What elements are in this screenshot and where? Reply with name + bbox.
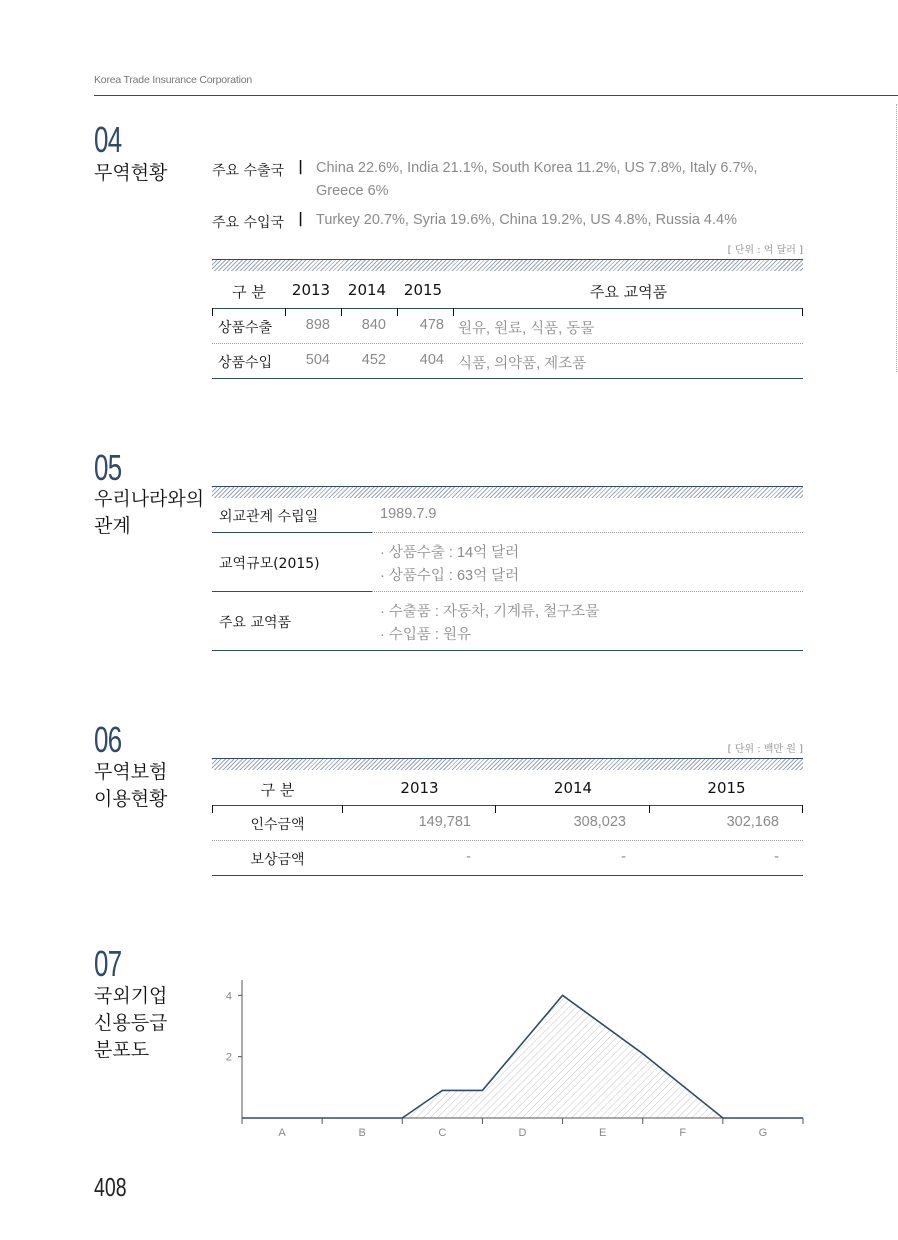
x-tick-label: A	[278, 1127, 286, 1139]
relation-label-rule	[212, 532, 372, 533]
insurance-header-2014: 2014	[553, 779, 593, 797]
section-06-number: 06	[94, 719, 122, 760]
trade-table-top-bar	[212, 259, 803, 271]
trade-unit-note: [ 단위 : 억 달러 ]	[727, 245, 803, 256]
trade-tick	[341, 308, 342, 316]
insurance-row-label: 보상금액	[250, 852, 305, 868]
trade-table-bottom-rule	[212, 378, 803, 379]
x-tick-label: D	[518, 1127, 527, 1139]
insurance-cell: 302,168	[726, 814, 779, 830]
trade-tick	[453, 308, 454, 316]
x-tick-label: F	[679, 1127, 687, 1139]
section-07-title-line2: 신용등급	[94, 1012, 168, 1034]
export-countries-line2: Greece 6%	[316, 183, 389, 199]
trade-header-category: 구 분	[232, 283, 266, 301]
side-dotted-rule	[896, 104, 897, 372]
export-countries-label: 주요 수출국	[212, 163, 285, 179]
section-07-title-line3: 분포도	[94, 1039, 150, 1061]
insurance-cell: 149,781	[418, 814, 471, 830]
x-tick-label: B	[358, 1127, 366, 1139]
relation-label-diplomacy: 외교관계 수립일	[219, 509, 319, 525]
insurance-table-top-bar	[212, 758, 803, 770]
insurance-cell: -	[774, 849, 779, 865]
insurance-table-bottom-rule	[212, 875, 803, 876]
trade-tick	[212, 308, 213, 316]
import-separator: |	[298, 211, 304, 227]
export-separator: |	[298, 159, 304, 175]
section-05-title-line1: 우리나라와의	[94, 488, 205, 510]
insurance-header-2013: 2013	[400, 779, 439, 797]
trade-cell-items: 원유, 원료, 식품, 동물	[458, 321, 595, 337]
insurance-cell: -	[466, 849, 471, 865]
relation-table-top-bar	[212, 486, 803, 498]
import-countries-label: 주요 수입국	[212, 215, 285, 231]
insurance-tick	[342, 805, 343, 813]
export-countries-line1: China 22.6%, India 21.1%, South Korea 11.2%, US 7.8%, Italy 6.7%,	[316, 160, 758, 176]
trade-cell: 478	[419, 317, 444, 333]
trade-header-2013: 2013	[291, 281, 331, 299]
section-06-title-line1: 무역보험	[94, 761, 168, 783]
x-tick-label: E	[598, 1127, 607, 1139]
running-header: Korea Trade Insurance Corporation	[94, 74, 252, 86]
insurance-tick	[495, 805, 496, 813]
relation-value-import-items: · 수입품 : 원유	[380, 627, 471, 643]
insurance-row-divider	[212, 840, 803, 841]
insurance-header-category: 구 분	[260, 781, 295, 799]
section-06-title-line2: 이용현황	[94, 788, 168, 810]
trade-cell-items: 식품, 의약품, 제조품	[458, 356, 587, 372]
section-07-title-line1: 국외기업	[94, 985, 168, 1007]
section-04-number: 04	[94, 119, 122, 160]
insurance-cell: 308,023	[573, 814, 626, 830]
trade-header-2014: 2014	[347, 281, 387, 299]
trade-cell: 840	[361, 317, 386, 333]
insurance-unit-note: [ 단위 : 백만 원 ]	[727, 744, 803, 755]
credit-rating-chart	[200, 980, 815, 1145]
page-number: 408	[94, 1172, 127, 1202]
insurance-row-label: 인수금액	[250, 817, 305, 833]
trade-header-items: 주요 교역품	[589, 283, 668, 301]
y-tick-label: 4	[225, 990, 232, 1003]
trade-cell: 452	[361, 352, 386, 368]
relation-value-export-items: · 수출품 : 자동차, 기계류, 철구조물	[380, 604, 600, 620]
y-tick-label: 2	[225, 1051, 232, 1064]
section-07-number: 07	[94, 943, 122, 984]
x-tick-label: G	[758, 1127, 768, 1139]
relation-value-rule	[372, 532, 803, 533]
trade-cell: 898	[305, 317, 330, 333]
relation-label-trade-volume: 교역규모(2015)	[219, 556, 320, 572]
insurance-tick	[649, 805, 650, 813]
trade-row-divider	[212, 343, 803, 344]
trade-tick	[802, 308, 803, 316]
trade-row-label: 상품수출	[218, 320, 273, 336]
section-05-number: 05	[94, 447, 122, 488]
import-countries-value: Turkey 20.7%, Syria 19.6%, China 19.2%, US 4.8%, Russia 4.4%	[316, 212, 737, 228]
relation-label-items: 주요 교역품	[219, 615, 292, 631]
trade-row-label: 상품수입	[218, 355, 273, 371]
trade-cell: 504	[305, 352, 330, 368]
x-tick-label: C	[438, 1127, 447, 1139]
insurance-tick	[802, 805, 803, 813]
relation-value-export: · 상품수출 : 14억 달러	[380, 545, 520, 561]
trade-header-2015: 2015	[403, 281, 443, 299]
trade-cell: 404	[419, 352, 444, 368]
relation-value-rule	[372, 591, 803, 592]
relation-value-diplomacy: 1989.7.9	[380, 506, 437, 522]
insurance-cell: -	[621, 849, 626, 865]
relation-value-import: · 상품수입 : 63억 달러	[380, 568, 520, 584]
area-fill	[242, 995, 803, 1118]
insurance-tick	[212, 805, 213, 813]
insurance-header-rule	[212, 805, 803, 806]
section-04-title: 무역현황	[94, 162, 168, 184]
trade-tick	[285, 308, 286, 316]
trade-header-rule	[212, 308, 803, 309]
section-05-title-line2: 관계	[94, 515, 131, 537]
insurance-header-2015: 2015	[707, 779, 746, 797]
relation-label-rule	[212, 591, 372, 592]
relation-table-bottom-rule	[212, 650, 803, 651]
trade-tick	[397, 308, 398, 316]
header-rule	[94, 95, 898, 96]
